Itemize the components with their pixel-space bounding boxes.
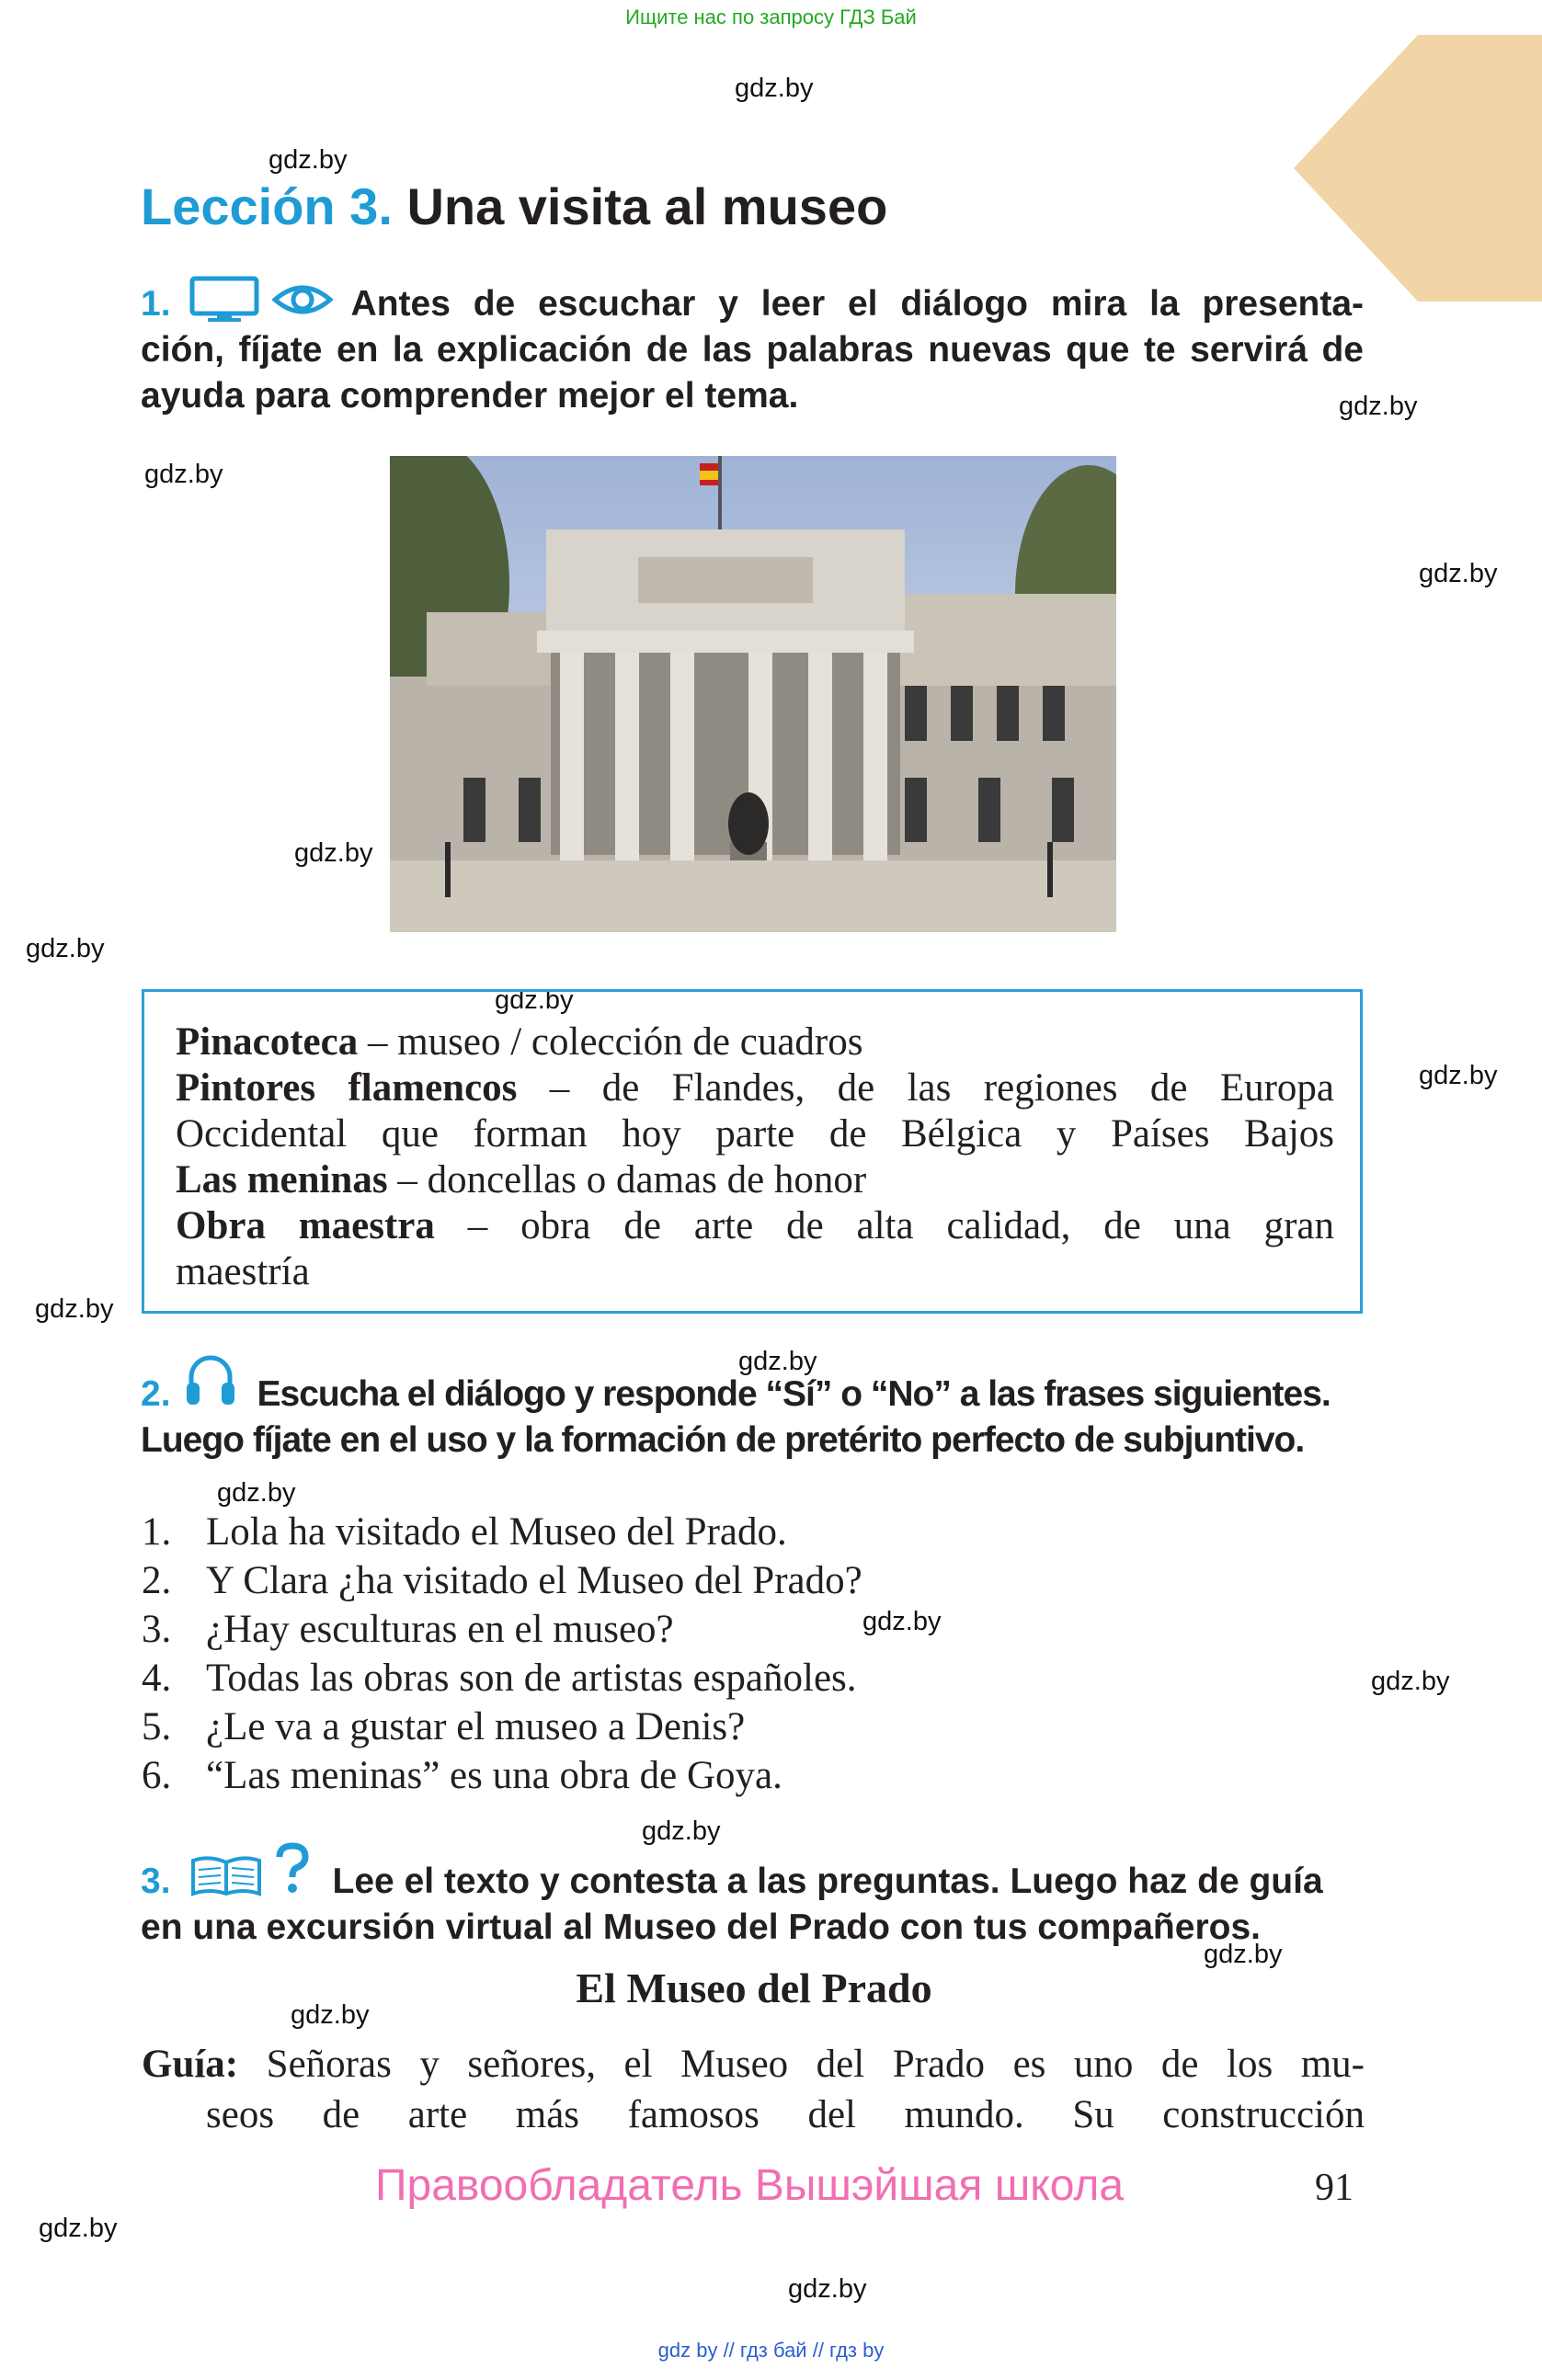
list-item: 5. ¿Le va a gustar el museo a Denis? (142, 1705, 746, 1748)
dialogue (142, 2039, 1365, 2140)
lesson-name: Una visita al museo (406, 177, 888, 235)
watermark: gdz.by (1419, 559, 1498, 588)
lesson-number: Lección 3. (141, 177, 393, 235)
vocab-line: Obra maestra – obra de arte de alta calidad, de una gran (176, 1204, 1334, 1247)
watermark: gdz.by (294, 838, 373, 868)
exercise-1-line-3: ayuda para comprender mejor el tema. (141, 376, 799, 416)
dialogue-line-1: Guía: Señoras y señores, el Museo del Prado es uno de los mu- (142, 2043, 1365, 2086)
exercise-1-line-1: Antes de escuchar y leer el diálogo mira la presenta- (350, 284, 1364, 324)
exercise-3 (141, 1842, 1364, 1951)
list-item: 1. Lola ha visitado el Museo del Prado. (142, 1510, 787, 1554)
watermark: gdz.by (1371, 1667, 1450, 1696)
watermark: gdz.by (268, 145, 348, 175)
lesson-title (141, 177, 887, 236)
watermark: gdz.by (217, 1478, 296, 1508)
question-list (142, 1508, 862, 1800)
watermark: gdz.by (862, 1607, 942, 1636)
text-title: El Museo del Prado (576, 1964, 932, 2011)
exercise-number: 3. (141, 1862, 171, 1901)
watermark: gdz.by (495, 985, 574, 1015)
vocab-line: Pintores flamencos – de Flandes, de las regiones de Europa (176, 1066, 1334, 1110)
watermark: gdz.by (738, 1347, 817, 1376)
watermark: gdz.by (1339, 392, 1418, 421)
exercise-number: 1. (141, 284, 171, 324)
vocab-line: Pinacoteca – museo / colección de cuadros (176, 1020, 863, 1064)
watermark: gdz.by (26, 934, 105, 963)
exercise-1-line-2: ción, fíjate en la explicación de las palabras nuevas que te servirá de (141, 330, 1364, 370)
eye-icon (272, 281, 333, 318)
vocabulary-box (142, 989, 1363, 1314)
museum-photo (390, 456, 1116, 932)
watermark: gdz.by (1204, 1940, 1283, 1969)
copyright-notice: Правообладатель Вышэйшая школа (375, 2161, 1125, 2210)
corner-decoration (1294, 35, 1542, 302)
watermark: gdz.by (39, 2214, 118, 2243)
exercise-2-line-2: Luego fíjate en el uso y la formación de pretérito perfecto de subjuntivo. (141, 1420, 1305, 1460)
exercise-1 (141, 276, 1364, 419)
watermark: gdz.by (1419, 1061, 1498, 1090)
watermark: gdz.by (291, 2000, 370, 2030)
watermark: gdz.by (788, 2274, 867, 2304)
page-number: 91 (1315, 2167, 1354, 2209)
speaker-label: Guía: (142, 2043, 239, 2086)
vocab-line: maestría (176, 1250, 310, 1293)
question-icon (274, 1842, 311, 1894)
list-item: 3. ¿Hay esculturas en el museo? (142, 1608, 674, 1651)
list-item: 4. Todas las obras son de artistas españoles. (142, 1657, 857, 1700)
watermark: gdz.by (144, 460, 223, 489)
book-icon (189, 1855, 263, 1897)
dialogue-line-2: seos de arte más famosos del mundo. Su construcción (206, 2093, 1365, 2136)
list-item: 6. “Las meninas” es una obra de Goya. (142, 1754, 782, 1797)
monitor-icon (189, 276, 259, 322)
exercise-3-line-1: Lee el texto y contesta a las preguntas. Luego haz de guía (332, 1862, 1323, 1901)
headphones-icon (184, 1351, 237, 1408)
exercise-2-line-1: Escucha el diálogo y responde “Sí” o “No” a las frases siguientes. (257, 1374, 1331, 1414)
list-item: 2. Y Clara ¿ha visitado el Museo del Prado? (142, 1559, 862, 1602)
vocab-line: Occidental que forman hoy parte de Bélgica y Países Bajos (176, 1112, 1334, 1156)
exercise-number: 2. (141, 1374, 171, 1414)
watermark: gdz.by (642, 1816, 721, 1846)
watermark: gdz.by (735, 74, 814, 103)
watermark: gdz.by (35, 1294, 114, 1324)
exercise-3-line-2: en una excursión virtual al Museo del Prado con tus compañeros. (141, 1907, 1261, 1947)
footer-links[interactable]: gdz by // гдз бай // гдз by (657, 2339, 885, 2362)
top-banner[interactable]: Ищите нас по запросу ГДЗ Бай (625, 6, 917, 28)
vocab-line: Las meninas – doncellas o damas de honor (176, 1158, 867, 1201)
exercise-2 (141, 1351, 1364, 1463)
